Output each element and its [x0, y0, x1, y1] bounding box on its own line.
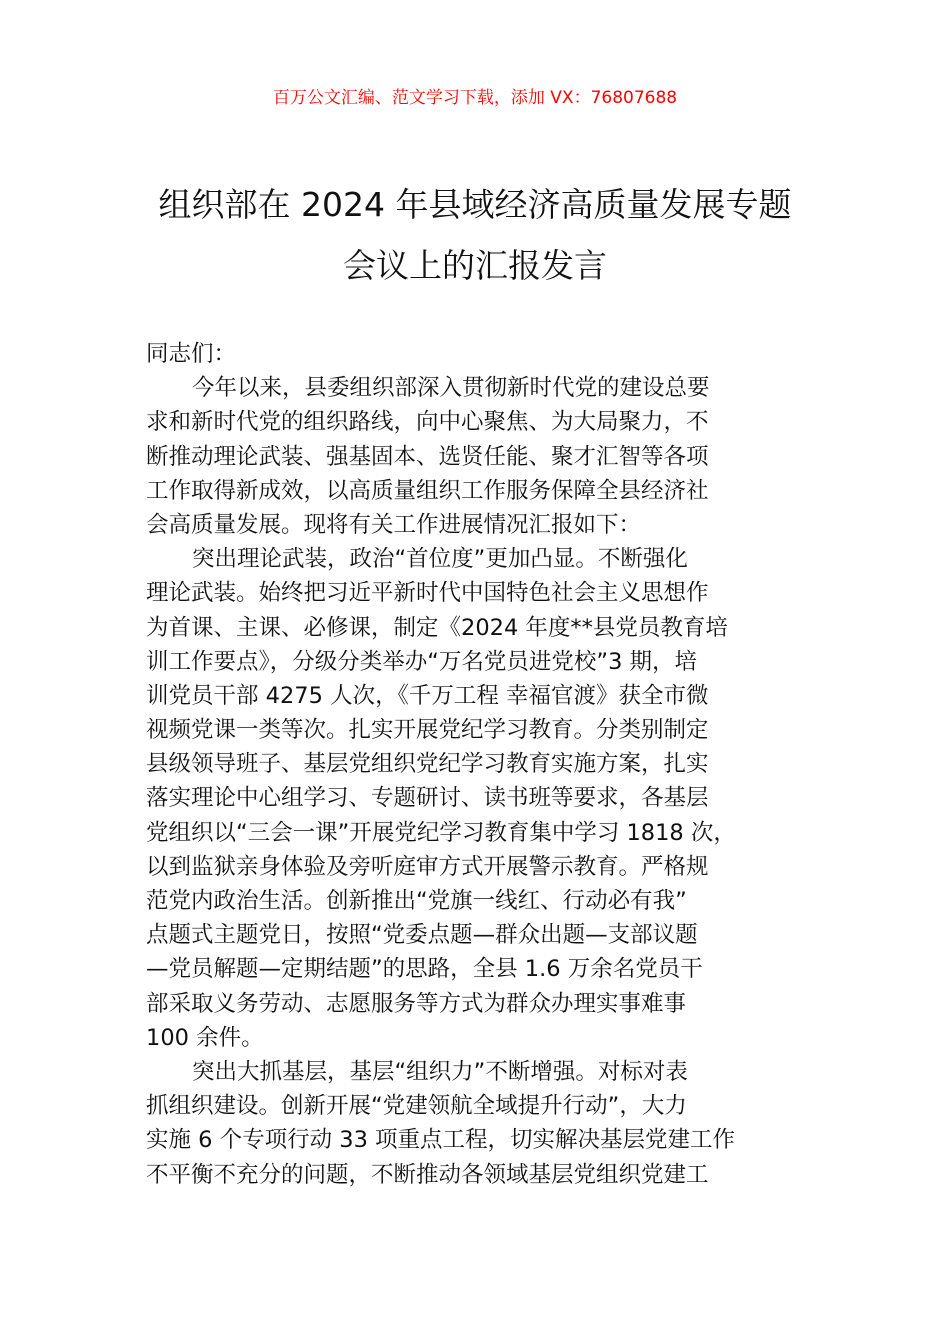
paragraph-line: 断推动理论武装、强基固本、选贤任能、聚才汇智等各项 [146, 443, 709, 470]
paragraph-line: 理论武装。始终把习近平新时代中国特色社会主义思想作 [146, 580, 709, 607]
paragraph-line: 训工作要点》，分级分类举办“万名党员进党校”3 期，培 [146, 648, 698, 675]
paragraph-line: 以到监狱亲身体验及旁听庭审方式开展警示教育。严格规 [146, 853, 709, 880]
paragraph-line: 训党员干部 4275 人次，《千万工程 幸福官渡》获全市微 [146, 682, 709, 709]
paragraph-line: 落实理论中心组学习、专题研讨、读书班等要求，各基层 [146, 785, 709, 812]
paragraph-line: 工作取得新成效，以高质量组织工作服务保障全县经济社 [146, 477, 709, 504]
paragraph-line: 县级领导班子、基层党组织党纪学习教育实施方案，扎实 [146, 751, 709, 778]
paragraph-line: 突出大抓基层，基层“组织力”不断增强。对标对表 [192, 1058, 688, 1085]
paragraph-line: 党组织以“三会一课”开展党纪学习教育集中学习 1818 次， [146, 819, 736, 846]
paragraph-line: 点题式主题党日，按照“党委点题—群众出题—支部议题 [146, 922, 698, 949]
paragraph-line: 实施 6 个专项行动 33 项重点工程，切实解决基层党建工作 [146, 1127, 736, 1154]
document-title [100, 174, 850, 296]
paragraph-line: 求和新时代党的组织路线，向中心聚焦、为大局聚力，不 [146, 409, 709, 436]
paragraph-line: 范党内政治生活。创新推出“党旗一线红、行动必有我” [146, 888, 687, 914]
title-line: 组织部在 2024 年县域经济高质量发展专题 [158, 185, 792, 224]
paragraph-line: 为首课、主课、必修课，制定《2024 年度**县党员教育培 [146, 614, 728, 641]
paragraph-line: —党员解题—定期结题”的思路，全县 1.6 万余名党员干 [146, 956, 703, 983]
paragraph-line: 部采取义务劳动、志愿服务等方式为群众办理实事难事 [146, 990, 687, 1017]
paragraph-line: 不平衡不充分的问题，不断推动各领域基层党组织党建工 [146, 1161, 709, 1188]
document-body [146, 337, 816, 1192]
paragraph-line: 突出理论武装，政治“首位度”更加凸显。不断强化 [192, 546, 688, 573]
paragraph-line: 视频党课一类等次。扎实开展党纪学习教育。分类别制定 [146, 717, 709, 744]
paragraph-line: 抓组织建设。创新开展“党建领航全域提升行动”，大力 [146, 1093, 687, 1120]
paragraph-line: 今年以来，县委组织部深入贯彻新时代党的建设总要 [192, 375, 710, 402]
paragraph-line: 100 余件。 [146, 1024, 264, 1051]
title-line: 会议上的汇报发言 [343, 246, 607, 285]
salutation: 同志们： [146, 341, 237, 367]
header-watermark-note: 百万公文汇编、范文学习下载，添加 VX：76807688 [272, 88, 678, 108]
paragraph-line: 会高质量发展。现将有关工作进展情况汇报如下： [146, 511, 642, 538]
